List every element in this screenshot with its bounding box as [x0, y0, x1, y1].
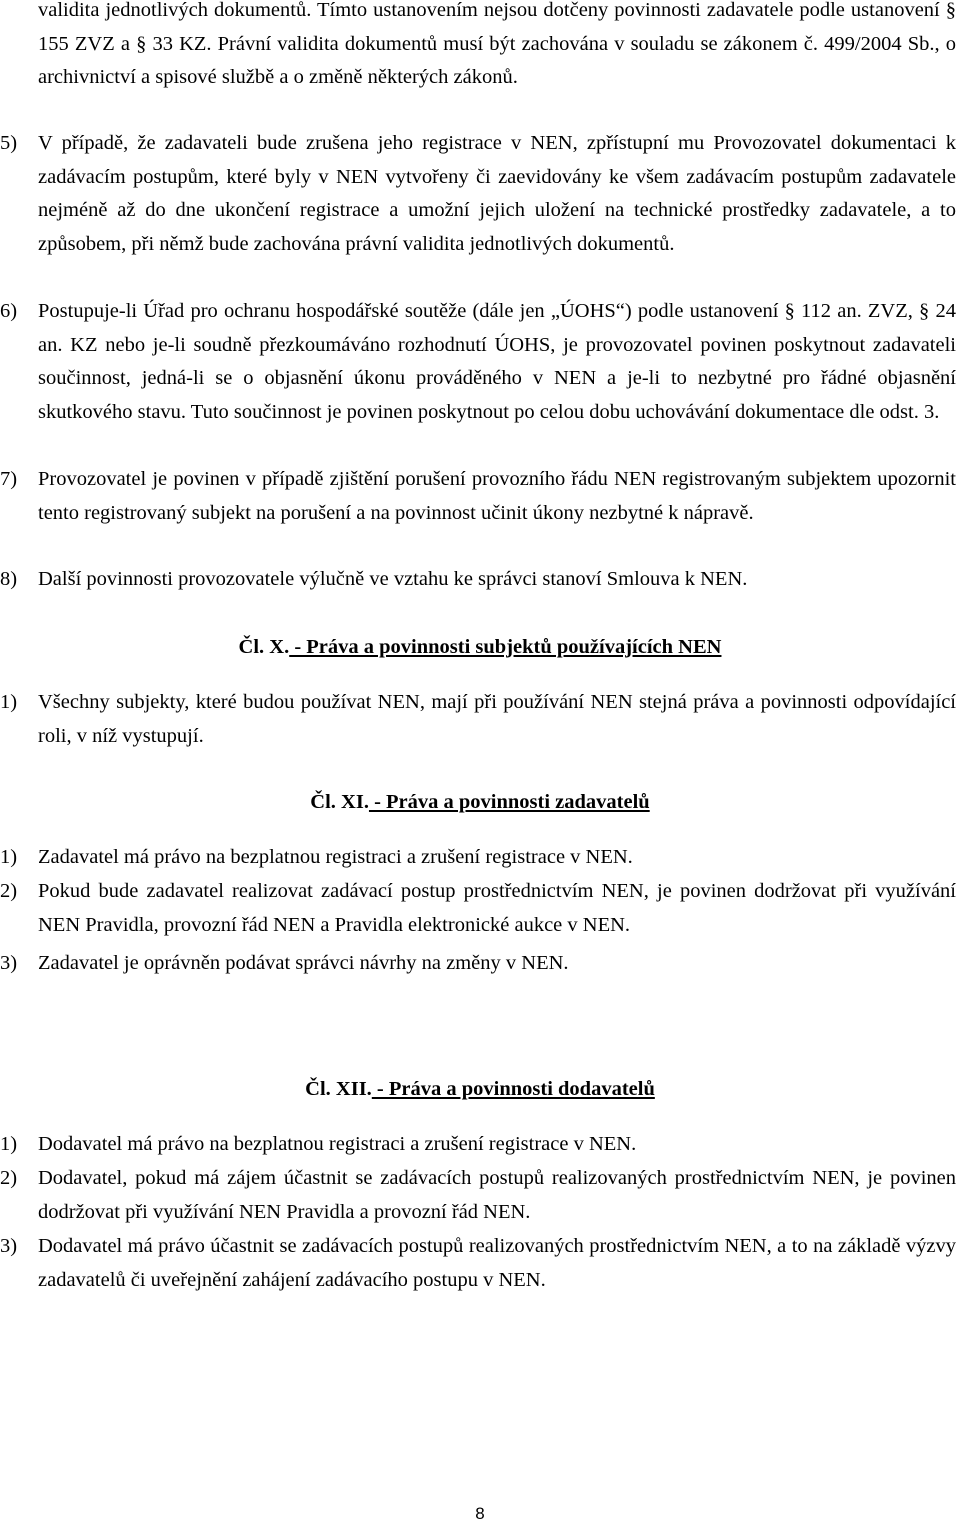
item-text: Pokud bude zadavatel realizovat zadávací postup prostřednictvím NEN, je povinen dodržovat při využívání NEN Pravidla, provozní řád NEN a Pravidla elektronické aukce v NEN.: [38, 880, 956, 936]
heading-label: Čl. X.: [238, 636, 290, 658]
heading-title: - Práva a povinnosti dodavatelů: [371, 1078, 655, 1100]
item-text: Provozovatel je povinen v případě zjištění porušení provozního řádu NEN registrovaným subjektem upozornit tento registrovaný subjekt na porušení a na povinnost učinit úkony nezbytné k nápravě.: [38, 468, 956, 524]
item-number: 6): [0, 300, 18, 322]
item-text: Všechny subjekty, které budou používat NEN, mají při používání NEN stejná práva a povinnosti odpovídající roli, v níž vystupují.: [38, 691, 956, 747]
item-number: 2): [0, 1167, 18, 1189]
item-text: Dodavatel má právo účastnit se zadávacích postupů realizovaných prostřednictvím NEN, a to na základě výzvy zadavatelů či uveřejnění zahájení zadávacího postupu v NEN.: [38, 1235, 956, 1291]
item-text: V případě, že zadavateli bude zrušena jeho registrace v NEN, zpřístupní mu Provozovatel dokumentaci k zadávacím postupům, které byly v NEN vytvořeny či zaevidovány ke všem zadávacím postupům zadavatele nejméně až do dne ukončení registrace a umožní jejich uložení na technické prostředky zadavatele, a to způsobem, při němž bude zachována právní validita jednotlivých dokumentů.: [38, 132, 956, 255]
heading-title: - Práva a povinnosti subjektů používajících NEN: [289, 636, 722, 658]
item-text: Další povinnosti provozovatele výlučně ve vztahu ke správci stanoví Smlouva k NEN.: [38, 568, 748, 590]
item-number: 5): [0, 132, 18, 154]
item-text: Dodavatel má právo na bezplatnou registraci a zrušení registrace v NEN.: [38, 1133, 637, 1155]
item-number: 3): [0, 952, 18, 974]
page-number: 8: [475, 1504, 485, 1523]
item-number: 1): [0, 1133, 18, 1155]
item-number: 3): [0, 1235, 18, 1257]
heading-cl-xii: [0, 1073, 960, 1106]
heading-title: - Práva a povinnosti zadavatelů: [368, 791, 650, 813]
heading-cl-x: [0, 631, 960, 664]
item-number: 2): [0, 880, 18, 902]
heading-label: Čl. XI.: [310, 791, 369, 813]
continuation-paragraph: validita jednotlivých dokumentů. Tímto ustanovením nejsou dotčeny povinnosti zadavatele podle ustanovení § 155 ZVZ a § 33 KZ. Právní validita dokumentů musí být zachována v souladu se zákonem č. 499/2004 Sb., o archivnictví a spisové službě a o změně některých zákonů.: [38, 0, 956, 88]
item-text: Postupuje-li Úřad pro ochranu hospodářské soutěže (dále jen „ÚOHS“) podle ustanovení § 112 an. ZVZ, § 24 an. KZ nebo je-li soudně přezkoumáváno rozhodnutí ÚOHS, je provozovatel povinen poskytnout zadavateli součinnost, jedná-li se o objasnění úkonu prováděného v NEN a je-li to nezbytné pro řádné objasnění skutkového stavu. Tuto součinnost je povinen poskytnout po celou dobu uchovávání dokumentace dle odst. 3.: [38, 300, 956, 423]
item-text: Zadavatel má právo na bezplatnou registraci a zrušení registrace v NEN.: [38, 846, 633, 868]
item-number: 8): [0, 568, 18, 590]
item-text: Dodavatel, pokud má zájem účastnit se zadávacích postupů realizovaných prostřednictvím NEN, je povinen dodržovat při využívání NEN Pravidla a provozní řád NEN.: [38, 1167, 956, 1223]
item-number: 7): [0, 468, 18, 490]
heading-label: Čl. XII.: [305, 1078, 372, 1100]
item-text: Zadavatel je oprávněn podávat správci návrhy na změny v NEN.: [38, 952, 569, 974]
item-number: 1): [0, 691, 18, 713]
heading-cl-xi: [0, 786, 960, 819]
item-number: 1): [0, 846, 18, 868]
